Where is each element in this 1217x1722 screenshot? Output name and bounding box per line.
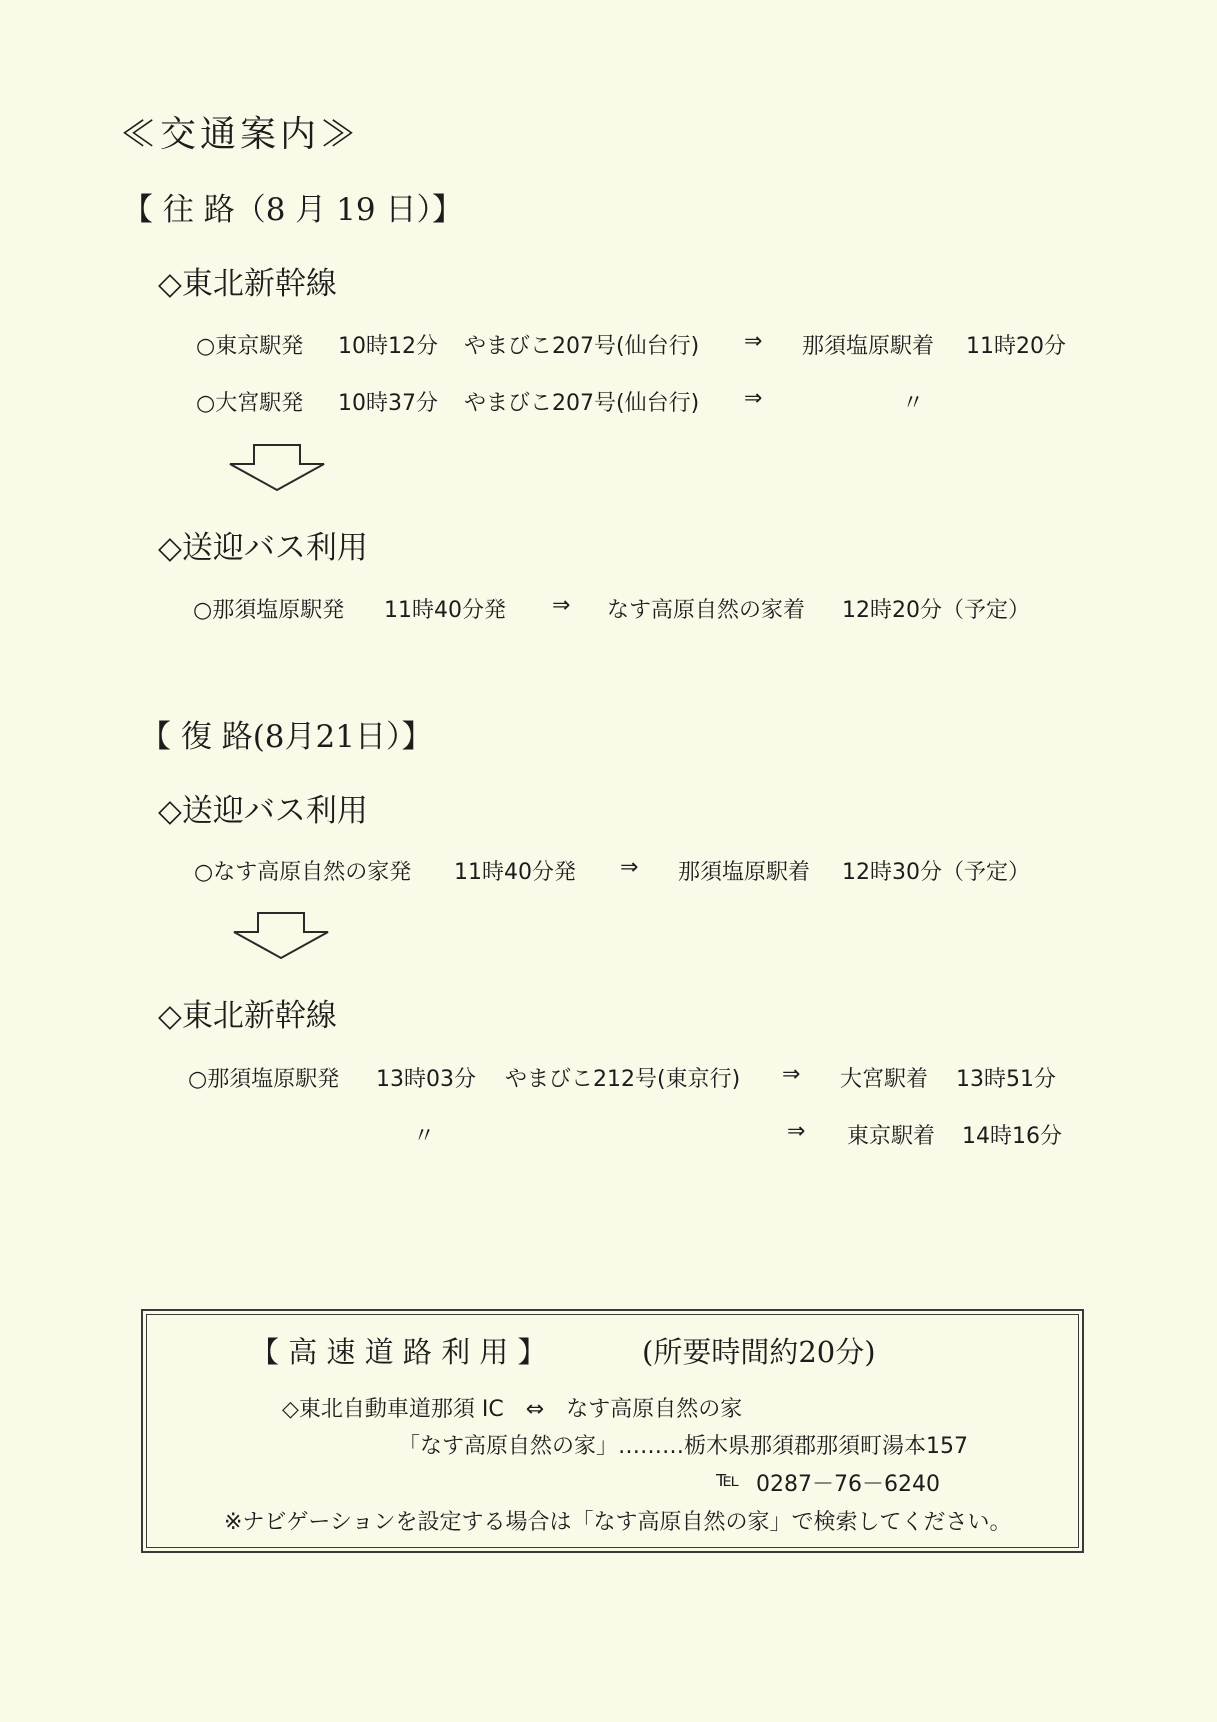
down-arrow-icon: [222, 442, 332, 494]
departure-time: 11時40分発: [384, 598, 506, 623]
ditto-mark: 〃: [413, 1124, 436, 1149]
train-name: やまびこ207号(仙台行): [464, 391, 700, 416]
arrival-time: 12時20分（予定）: [842, 598, 1030, 623]
departure-time: 13時03分: [376, 1067, 476, 1092]
down-arrow-icon: [226, 910, 336, 962]
departure-station: ○なす高原自然の家発: [194, 860, 412, 885]
outbound-header: 【 往 路（8 月 19 日）】: [122, 192, 463, 228]
arrival-time: 12時30分（予定）: [842, 860, 1030, 885]
tel-number: 0287－76－6240: [756, 1472, 940, 1497]
page-title: ≪交通案内≫: [120, 114, 361, 155]
departure-station: ○那須塩原駅発: [188, 1067, 340, 1092]
outbound-shinkansen-heading: ◇東北新幹線: [158, 266, 337, 302]
train-name: やまびこ207号(仙台行): [464, 334, 700, 359]
arrow-right-icon: ⇒: [787, 1119, 806, 1144]
return-shinkansen-heading: ◇東北新幹線: [158, 998, 337, 1034]
navigation-note: ※ナビゲーションを設定する場合は「なす高原自然の家」で検索してください。: [224, 1510, 1012, 1535]
return-bus-heading: ◇送迎バス利用: [158, 793, 368, 829]
arrival-station: 那須塩原駅着: [802, 334, 935, 359]
tel-label: ℡: [716, 1467, 740, 1492]
arrow-right-icon: ⇒: [552, 593, 571, 618]
arrival-station: 大宮駅着: [840, 1067, 929, 1092]
arrow-right-icon: ⇒: [620, 855, 639, 880]
arrival-time: 11時20分: [966, 334, 1066, 359]
arrival-time: 14時16分: [962, 1124, 1062, 1149]
departure-station: ○東京駅発: [196, 334, 304, 359]
arrival-station: 東京駅着: [847, 1124, 936, 1149]
departure-time: 10時37分: [338, 391, 438, 416]
facility-address: 「なす高原自然の家」………栃木県那須郡那須町湯本157: [398, 1434, 968, 1459]
train-name: やまびこ212号(東京行): [505, 1067, 741, 1092]
arrival-time: 13時51分: [956, 1067, 1056, 1092]
highway-duration: (所要時間約20分): [642, 1335, 876, 1369]
highway-title: 【 高 速 道 路 利 用 】: [250, 1335, 547, 1369]
departure-time: 10時12分: [338, 334, 438, 359]
departure-time: 11時40分発: [454, 860, 576, 885]
outbound-bus-heading: ◇送迎バス利用: [158, 530, 368, 566]
arrow-right-icon: ⇒: [782, 1062, 801, 1087]
arrival-station: 那須塩原駅着: [678, 860, 811, 885]
departure-station: ○那須塩原駅発: [193, 598, 345, 623]
return-header: 【 復 路(8月21日）】: [140, 719, 433, 755]
departure-station: ○大宮駅発: [196, 391, 304, 416]
highway-route: ◇東北自動車道那須 IC ⇔ なす高原自然の家: [282, 1397, 743, 1422]
arrow-right-icon: ⇒: [744, 386, 763, 411]
arrow-right-icon: ⇒: [744, 329, 763, 354]
ditto-mark: 〃: [902, 391, 925, 416]
arrival-station: なす高原自然の家着: [607, 598, 806, 623]
